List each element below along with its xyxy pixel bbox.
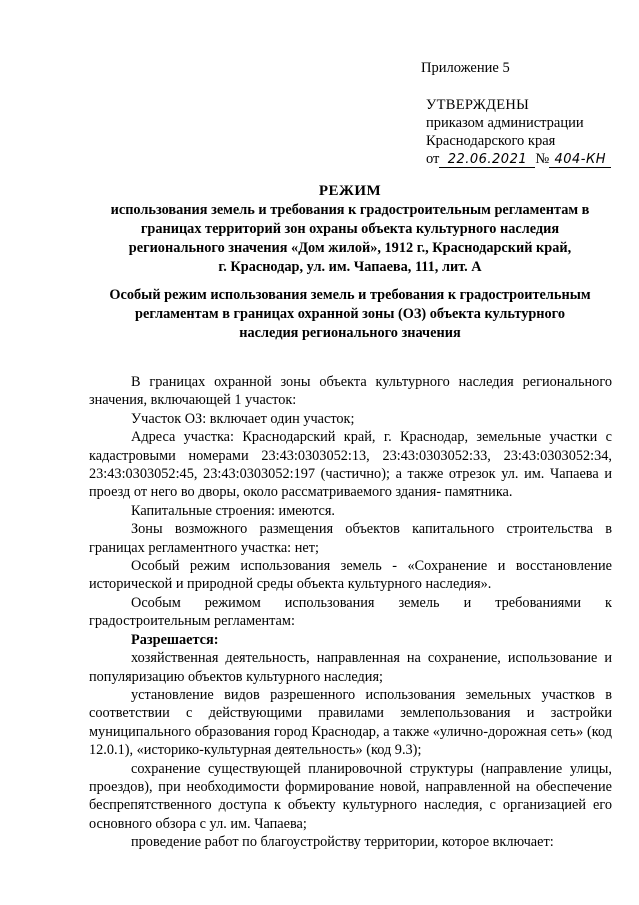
section-subheading: [70, 286, 630, 343]
heading-line: г. Краснодар, ул. им. Чапаева, 111, лит. А: [218, 259, 482, 275]
appendix-label: Приложение 5: [421, 60, 510, 76]
heading-title: РЕЖИМ: [318, 183, 382, 199]
approved-title: УТВЕРЖДЕНЫ: [426, 97, 530, 113]
paragraph: Особым режимом использования земель и требованиями к градостроительным регламентам:: [89, 594, 612, 630]
paragraph: Зоны возможного размещения объектов капитального строительства в границах регламентного участка: нет;: [89, 521, 612, 556]
heading-line: регионального значения «Дом жилой», 1912 г., Краснодарский край,: [128, 240, 572, 256]
paragraph: установление видов разрешенного использования земельных участков в соответствии с действующими правилами землепользования и застройки муниципального образования город Краснодар, а также «улично-дорожная сеть» (код 12.0.1), «историко-культурная деятельность» (код 9.3);: [89, 686, 612, 759]
subheading-line: регламентам в границах охранной зоны (ОЗ) объекта культурного: [135, 306, 565, 322]
paragraph: В границах охранной зоны объекта культурного наследия регионального значения, включающей 1 участок:: [89, 374, 612, 409]
order-date-handwritten: 22.06.2021: [439, 152, 535, 168]
paragraph: Участок ОЗ: включает один участок;: [131, 410, 355, 427]
paragraph: Адреса участка: Краснодарский край, г. Краснодар, земельные участки с кадастровыми номерами 23:43:0303052:13, 23:43:0303052:33, 23:43:0303052:34, 23:43:0303052:45, 23:43:0303052:197 (частично); а также отрезок ул. им. Чапаева и проезд от него во дворы, около рассматриваемого здания- памятника.: [89, 429, 612, 501]
order-line: [426, 150, 626, 168]
order-prefix: от: [426, 151, 440, 167]
paragraph: Капитальные строения: имеются.: [131, 502, 335, 519]
approved-line-2: Краснодарского края: [426, 133, 556, 149]
paragraph: сохранение существующей планировочной структуры (направление улицы, проездов), при необходимости формирование новой, направленной на обеспечение беспрепятственного доступа к объекту культурного наследия, с организацией его основного обзора с ул. им. Чапаева;: [89, 760, 612, 832]
order-number-label: №: [535, 151, 550, 167]
document-heading: [60, 182, 639, 277]
approval-block: [426, 96, 626, 168]
allowed-heading: Разрешается:: [131, 631, 219, 648]
order-number-handwritten: 404-КН: [549, 152, 611, 168]
paragraph: хозяйственная деятельность, направленная на сохранение, использование и популяризацию объектов культурного наследия;: [89, 650, 612, 685]
document-body: [89, 373, 612, 852]
subheading-line: наследия регионального значения: [239, 325, 461, 341]
subheading-line: Особый режим использования земель и требования к градостроительным: [109, 287, 591, 303]
approved-line-1: приказом администрации: [426, 115, 584, 131]
heading-line: границах территорий зон охраны объекта культурного наследия: [140, 221, 560, 237]
paragraph: проведение работ по благоустройству территории, которое включает:: [131, 834, 554, 851]
paragraph: Особый режим использования земель - «Сохранение и восстановление исторической и природной среды объекта культурного наследия».: [89, 558, 612, 593]
heading-line: использования земель и требования к градостроительным регламентам в: [110, 202, 590, 218]
